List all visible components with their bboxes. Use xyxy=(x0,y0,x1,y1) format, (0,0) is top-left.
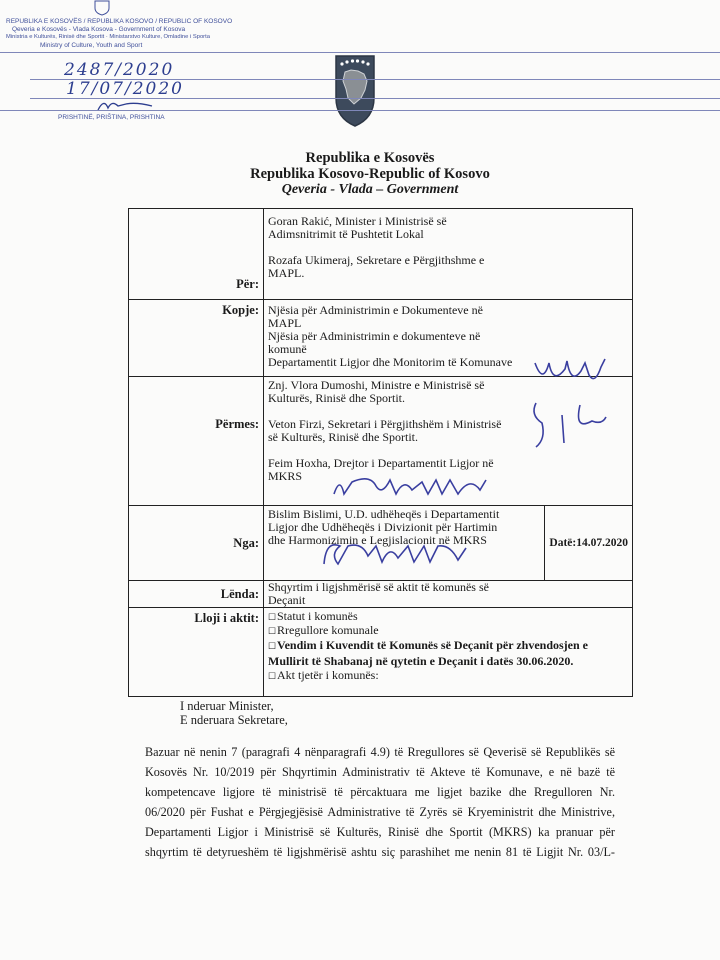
nga-line: Ligjor dhe Udhëheqës i Divizionit për Hartimin xyxy=(268,520,498,534)
signature-director xyxy=(330,472,500,502)
header-republic-multi: Republika Kosovo-Republic of Kosovo xyxy=(250,166,490,182)
lloji-text: Rregullore komunale xyxy=(277,623,379,637)
lloji-item xyxy=(268,669,628,683)
kopje-line: Njësia për Administrimin e Dokumenteve në xyxy=(268,303,483,317)
cell-per xyxy=(264,209,633,300)
stamp-line-1: REPUBLIKA E KOSOVËS / REPUBLIKA KOSOVO / REPUBLIC OF KOSOVO xyxy=(6,18,233,25)
registration-stamp xyxy=(0,0,233,126)
row-lenda xyxy=(129,581,633,608)
per-line: Rozafa Ukimeraj, Sekretare e Përgjithshme e xyxy=(268,253,485,267)
label-per: Për: xyxy=(129,209,264,300)
body-line: Departamenti Ligjor i Ministrisë së Kulturës, Rinisë dhe Sportit (MKRS) ka pranuar për xyxy=(145,825,615,839)
greeting-secretary: E nderuara Sekretare, xyxy=(180,713,288,727)
stamp-footer: PRISHTINË, PRIŠTINA, PRISHTINA xyxy=(58,114,165,121)
lloji-item xyxy=(268,638,628,669)
row-per xyxy=(129,209,633,300)
body-line: Bazuar në nenin 7 (paragrafi 4 nënparagrafi 4.9) të Rregullores së Qeverisë së Republikës së xyxy=(145,745,615,759)
label-lloji: Lloji i aktit: xyxy=(129,608,264,697)
lloji-text: Statut i komunës xyxy=(277,609,358,623)
lenda-line: Shqyrtim i ligjshmërisë së aktit të komunës së xyxy=(268,580,489,594)
checkbox-icon: ☐ xyxy=(268,626,277,636)
kopje-line: komunë xyxy=(268,342,307,356)
lloji-item xyxy=(268,610,628,624)
body-paragraph xyxy=(145,742,615,862)
cell-lloji xyxy=(264,608,633,697)
stamp-line-3: Ministria e Kulturës, Rinisë dhe Sportit · Ministarstvo Kulture, Omladine i Sporta xyxy=(6,34,210,40)
per-line: Goran Rakić, Minister i Ministrisë së xyxy=(268,214,447,228)
permes-line: Kulturës, Rinisë dhe Sportit. xyxy=(268,391,405,405)
nga-line: Bislim Bislimi, U.D. udhëheqës i Departamentit xyxy=(268,507,500,521)
stamp-initials-signature xyxy=(96,96,156,114)
stamp-emblem-icon xyxy=(92,0,112,16)
kosovo-emblem-icon xyxy=(334,54,376,128)
body-line: Kosovës Nr. 10/2019 për Shqyrtimin Administrativ të Akteve të Komunave, e në bazë të xyxy=(145,765,615,779)
label-kopje: Kopje: xyxy=(129,300,264,377)
permes-line: së Kulturës, Rinisë dhe Sportit. xyxy=(268,430,418,444)
stamp-line-2: Qeveria e Kosovës - Vlada Kosova - Government of Kosova xyxy=(12,26,186,33)
cell-lenda xyxy=(264,581,633,608)
greeting-minister: I nderuar Minister, xyxy=(180,699,274,713)
row-lloji xyxy=(129,608,633,697)
checkbox-icon: ☐ xyxy=(268,641,277,651)
per-line: Adimsnitrimit të Pushtetit Lokal xyxy=(268,227,424,241)
lloji-text: Akt tjetër i komunës: xyxy=(277,668,379,682)
signature-secretary-part xyxy=(534,403,543,447)
signature-minister xyxy=(525,355,615,395)
permes-line: Znj. Vlora Dumoshi, Ministre e Ministrisë së xyxy=(268,378,485,392)
permes-line: Veton Firzi, Sekretari i Përgjithshëm i Ministrisë xyxy=(268,417,502,431)
label-permes: Përmes: xyxy=(129,377,264,506)
permes-line: MKRS xyxy=(268,469,303,483)
kopje-line: MAPL xyxy=(268,316,302,330)
checkbox-icon: ☐ xyxy=(268,671,277,681)
label-lenda: Lënda: xyxy=(129,581,264,608)
stamp-date: 17/07/2020 xyxy=(66,79,184,99)
lenda-line: Deçanit xyxy=(268,593,306,607)
lloji-item xyxy=(268,624,628,638)
body-line: shqyrtim të detyrueshëm të ligjshmërisë ashtu siç parashihet me nenin 81 të Ligjit Nr. 03/L- xyxy=(145,845,615,859)
checkbox-icon: ☐ xyxy=(268,612,277,622)
header-republic-sq: Republika e Kosovës xyxy=(305,150,435,166)
stamp-number: 2487/2020 xyxy=(64,60,175,80)
stamp-line-4: Ministry of Culture, Youth and Sport xyxy=(40,42,143,49)
permes-line: Feim Hoxha, Drejtor i Departamentit Ligjor në xyxy=(268,456,494,470)
kopje-line: Departamentit Ligjor dhe Monitorim të Komunave xyxy=(268,355,513,369)
signature-head-legal xyxy=(318,538,478,572)
label-nga: Nga: xyxy=(129,506,264,581)
body-line: 06/2020 për Fushat e Përgjegjësisë Administrative të Zyrës së Kryeministrit dhe Ministrive, xyxy=(145,805,615,819)
date-cell: Datë:14.07.2020 xyxy=(545,506,633,581)
body-line: kompetencave ligjore të ministrisë të përcaktuara me ligjet bazike dhe Rregulloren Nr. xyxy=(145,785,615,799)
signature-secretary xyxy=(562,405,606,443)
header-government: Qeveria - Vlada – Government xyxy=(281,182,459,197)
per-line: MAPL. xyxy=(268,266,305,280)
nga-line: dhe Harmonizimin e Legjislacionit në MKRS xyxy=(268,533,487,547)
lloji-text: Vendim i Kuvendit të Komunës së Deçanit për zhvendosjen e Mullirit të Shabanaj në qytetin e Deçanit i datës 30.06.2020. xyxy=(268,638,589,668)
kopje-line: Njësia për Administrimin e dokumenteve në xyxy=(268,329,481,343)
